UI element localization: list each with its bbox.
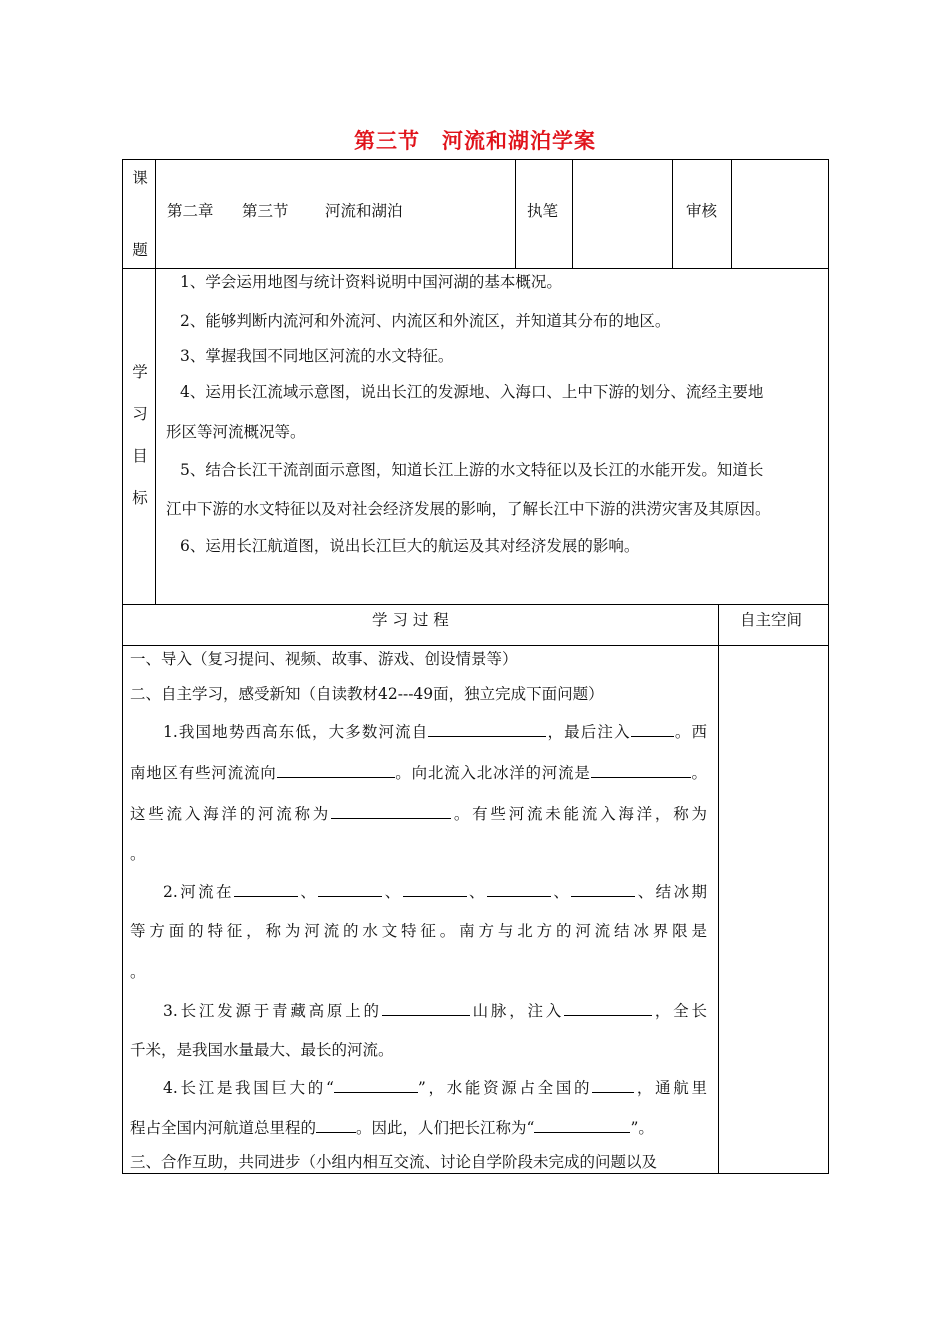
goal-line: 江中下游的水文特征以及对社会经济发展的影响，了解长江中下游的洪涝灾害及其原因。 [166,500,771,518]
goal-line: 5、结合长江干流剖面示意图，知道长江上游的水文特征以及长江的水能开发。知道长 [180,461,764,479]
answer-blank[interactable] [534,1118,630,1133]
goal-line: 1、学会运用地图与统计资料说明中国河湖的基本概况。 [180,273,562,291]
question-1-line-4: 。 [130,845,146,863]
topic-label-char: 课 [132,169,148,187]
question-2-line-1: 2.河流在 、 、 、 、 、结冰期 [163,883,707,901]
topic-label-char: 题 [132,241,148,259]
page-title: 第三节 河流和湖泊学案 [354,129,596,153]
goal-line: 形区等河流概况等。 [166,423,306,441]
question-1-line-3: 这些流入海洋的河流称为 。有些河流未能流入海洋，称为 [130,805,707,823]
topic-name: 河流和湖泊 [325,202,403,220]
question-1-line-1: 1.我国地势西高东低，大多数河流自 ，最后注入 。西 [163,723,707,741]
goals-label [127,360,153,510]
answer-blank[interactable] [428,722,546,737]
process-header: 学 习 过 程 [372,611,449,629]
goal-line: 3、掌握我国不同地区河流的水文特征。 [180,347,454,365]
section-cooperation: 三、合作互助，共同进步（小组内相互交流、讨论自学阶段未完成的问题以及 [130,1153,658,1171]
answer-blank[interactable] [316,1118,356,1133]
writer-label: 执笔 [527,202,559,220]
answer-blank[interactable] [631,722,674,737]
answer-blank[interactable] [591,763,691,778]
goals-label-char: 习 [132,405,148,423]
goals-label-char: 学 [132,363,148,381]
answer-blank[interactable] [564,1001,652,1016]
topic-chapter: 第二章 [167,202,214,220]
question-4-line-2: 程占全国内河航道总里程的 。因此，人们把长江称为“ ”。 [130,1119,654,1137]
answer-blank[interactable] [571,882,635,897]
answer-blank[interactable] [592,1078,634,1093]
reviewer-label: 审核 [686,202,718,220]
question-4-line-1: 4.长江是我国巨大的“ ”，水能资源占全国的 ，通航里 [163,1079,707,1097]
question-1-line-2: 南地区有些河流流向 。向北流入北冰洋的河流是 。 [130,764,707,782]
answer-blank[interactable] [234,882,298,897]
answer-blank[interactable] [277,763,395,778]
section-intro: 一、导入（复习提问、视频、故事、游戏、创设情景等） [130,650,518,668]
goals-label-char: 标 [132,489,148,507]
goal-line: 4、运用长江流域示意图，说出长江的发源地、入海口、上中下游的划分、流经主要地 [180,383,764,401]
answer-blank[interactable] [382,1001,470,1016]
topic-label [127,166,153,266]
answer-blank[interactable] [318,882,382,897]
answer-blank[interactable] [331,804,451,819]
question-2-line-2: 等方面的特征，称为河流的水文特征。南方与北方的河流结冰界限是 [130,922,707,940]
goals-label-char: 目 [132,447,148,465]
question-3-line-1: 3.长江发源于青藏高原上的 山脉，注入 ，全长 [163,1002,707,1020]
answer-blank[interactable] [334,1078,418,1093]
topic-section: 第三节 [242,202,289,220]
question-3-line-2: 千米，是我国水量最大、最长的河流。 [130,1041,394,1059]
section-self-study: 二、自主学习，感受新知（自读教材42---49面，独立完成下面问题） [130,685,604,703]
answer-blank[interactable] [403,882,467,897]
question-2-line-3: 。 [130,963,146,981]
answer-blank[interactable] [487,882,551,897]
goal-line: 6、运用长江航道图，说出长江巨大的航运及其对经济发展的影响。 [180,537,640,555]
goal-line: 2、能够判断内流河和外流河、内流区和外流区，并知道其分布的地区。 [180,312,671,330]
side-space-header: 自主空间 [740,611,803,629]
